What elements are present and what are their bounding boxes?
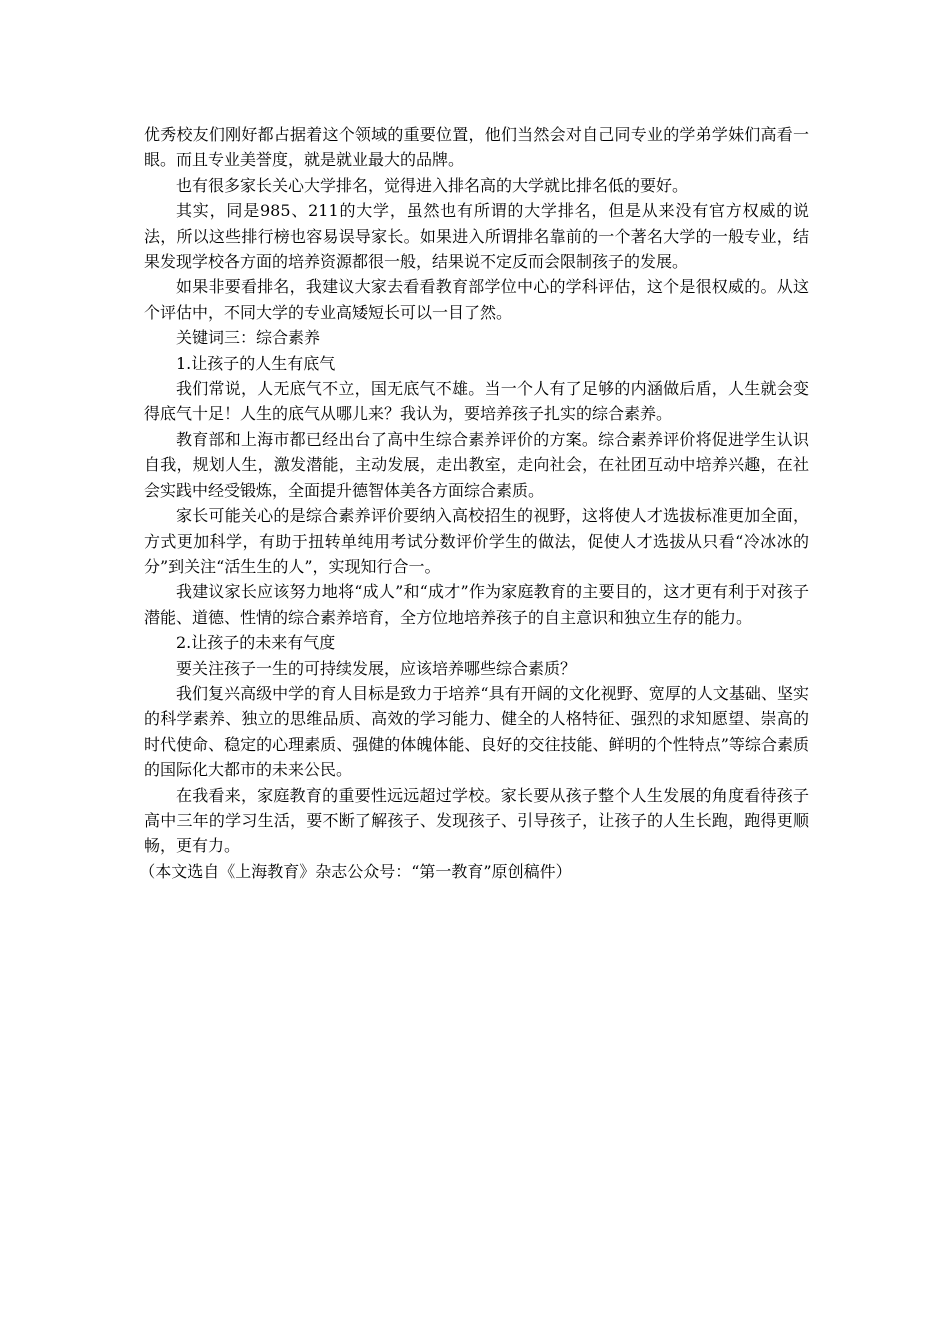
source-note: （本文选自《上海教育》杂志公众号：“第一教育”原创稿件） (139, 861, 572, 881)
paragraph: 如果非要看排名，我建议大家去看看教育部学位中心的学科评估，这个是很权威的。从这个评估中，不同大学的专业高矮短长可以一目了然。 (144, 277, 809, 322)
paragraph: 我们常说，人无底气不立，国无底气不雄。当一个人有了足够的内涵做后盾，人生就会变得底气十足！人生的底气从哪儿来？我认为，要培养孩子扎实的综合素养。 (144, 379, 809, 424)
paragraph: 也有很多家长关心大学排名，觉得进入排名高的大学就比排名低的要好。 (176, 175, 689, 195)
paragraph-continued: 优秀校友们刚好都占据着这个领域的重要位置，他们当然会对自己同专业的学弟学妹们高看一眼。而且专业美誉度，就是就业最大的品牌。 (144, 125, 809, 170)
paragraph: 要关注孩子一生的可持续发展，应该培养哪些综合素质？ (176, 658, 577, 678)
subheading-2: 2.让孩子的未来有气度 (176, 633, 336, 653)
paragraph: 在我看来，家庭教育的重要性远远超过学校。家长要从孩子整个人生发展的角度看待孩子高中三年的学习生活，要不断了解孩子、发现孩子、引导孩子，让孩子的人生长跑，跑得更顺畅，更有力。 (144, 785, 809, 856)
paragraph: 其实，同是985、211的大学，虽然也有所谓的大学排名，但是从来没有官方权威的说法，所以这些排行榜也容易误导家长。如果进入所谓排名靠前的一个著名大学的一般专业，结果发现学校各方面的培养资源都很一般，结果说不定反而会限制孩子的发展。 (144, 201, 809, 272)
article-body (139, 122, 809, 884)
paragraph: 我建议家长应该努力地将“成人”和“成才”作为家庭教育的主要目的，这才更有利于对孩子潜能、道德、性情的综合素养培育，全方位地培养孩子的自主意识和独立生存的能力。 (144, 582, 809, 627)
paragraph: 我们复兴高级中学的育人目标是致力于培养“具有开阔的文化视野、宽厚的人文基础、坚实的科学素养、独立的思维品质、高效的学习能力、健全的人格特征、强烈的求知愿望、崇高的时代使命、稳定的心理素质、强健的体魄体能、良好的交往技能、鲜明的个性特点”等综合素质的国际化大都市的未来公民。 (144, 683, 809, 780)
paragraph: 家长可能关心的是综合素养评价要纳入高校招生的视野，这将使人才选拔标准更加全面，方式更加科学，有助于扭转单纯用考试分数评价学生的做法，促使人才选拔从只看“冷冰冰的分”到关注“活生生的人”，实现知行合一。 (144, 506, 809, 576)
subheading-1: 1.让孩子的人生有底气 (176, 353, 336, 373)
section-heading-keyword-three: 关键词三：综合素养 (176, 328, 321, 348)
paragraph: 教育部和上海市都已经出台了高中生综合素养评价的方案。综合素养评价将促进学生认识自我，规划人生，激发潜能，主动发展，走出教室，走向社会，在社团互动中培养兴趣，在社会实践中经受锻炼，全面提升德智体美各方面综合素质。 (144, 429, 809, 500)
